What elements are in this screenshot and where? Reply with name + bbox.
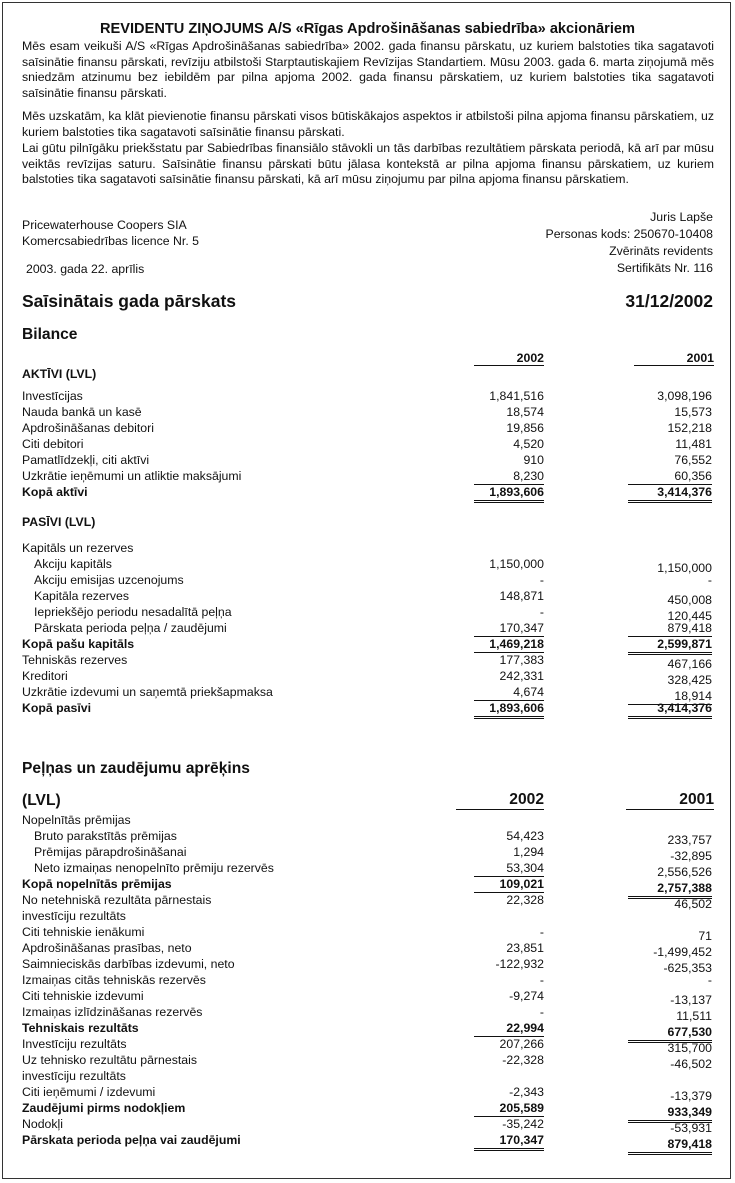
liabilities-heading: PASĪVI (LVL) [22, 515, 96, 529]
value-2002: 205,589 [474, 1100, 544, 1117]
value-2001: 879,418 [628, 1136, 712, 1155]
value-2002: 207,266 [499, 1037, 544, 1051]
table-row [22, 684, 714, 703]
value-2001: 11,481 [675, 437, 712, 451]
report-title: REVIDENTU ZIŅOJUMS A/S «Rīgas Apdrošināšanas sabiedrība» akcionāriem [100, 21, 635, 37]
table-row [22, 1052, 714, 1071]
value-2002: - [539, 573, 544, 587]
value-2001: 315,700 [667, 1041, 712, 1055]
table-row [22, 636, 714, 652]
value-2002: -122,932 [495, 957, 544, 971]
value-2001: 71 [698, 929, 712, 943]
table-row [22, 1116, 714, 1135]
report-period-date: 31/12/2002 [625, 291, 713, 311]
table-row [22, 436, 714, 452]
row-label: Izmaiņas izlīdzināšanas rezervēs [22, 1005, 203, 1019]
value-2002: -9,274 [509, 989, 544, 1003]
row-label: Citi ieņēmumi / izdevumi [22, 1085, 156, 1099]
value-2001: -53,931 [670, 1121, 712, 1135]
income-rows [22, 812, 714, 1151]
row-label: Nopelnītās prēmijas [22, 813, 131, 827]
value-2001: 879,418 [628, 620, 712, 637]
value-2001: - [707, 573, 712, 587]
value-2001: 152,218 [667, 421, 712, 435]
table-row [22, 972, 714, 988]
value-2001: 933,349 [628, 1104, 712, 1123]
table-row [22, 1036, 714, 1055]
row-label: Pārskata perioda peļņa / zaudējumi [34, 621, 227, 635]
table-row [22, 1020, 714, 1039]
row-label: Kopā aktīvi [22, 485, 88, 499]
table-row [22, 468, 714, 484]
income-column-headers [22, 790, 714, 810]
row-label: Akciju kapitāls [34, 557, 112, 571]
value-2001: 15,573 [674, 405, 712, 419]
row-label: Prēmijas pārapdrošināšanai [34, 845, 187, 859]
liabilities-rows [22, 540, 714, 716]
row-label: Neto izmaiņas nenopelnīto prēmiju rezervēs [34, 861, 274, 875]
table-row [22, 876, 714, 895]
row-label: Uzkrātie izdevumi un saņemtā priekšapmaksa [22, 685, 273, 699]
table-row [22, 420, 714, 436]
auditor-certificate: Sertifikāts Nr. 116 [616, 261, 713, 275]
value-2001: 233,757 [667, 833, 712, 847]
value-2001: 18,914 [628, 688, 712, 705]
row-label: Izmaiņas citās tehniskās rezervēs [22, 973, 206, 987]
auditor-personal-code: Personas kods: 250670-10408 [545, 227, 713, 241]
value-2002: 1,469,218 [474, 636, 544, 653]
value-2002: 1,893,606 [474, 700, 544, 719]
row-label: Uz tehnisko rezultātu pārnestais [22, 1053, 197, 1067]
row-label: Zaudējumi pirms nodokļiem [22, 1101, 186, 1115]
assets-rows [22, 388, 714, 500]
table-row [22, 1004, 714, 1023]
table-row [22, 700, 714, 716]
table-row [22, 652, 714, 671]
value-2001: 328,425 [667, 673, 712, 687]
value-2001: 120,445 [667, 609, 712, 623]
table-row [22, 988, 714, 1007]
value-2001: 2,556,526 [657, 865, 712, 879]
value-2002: 170,347 [474, 1132, 544, 1151]
audit-paragraph-1: Mēs esam veikuši A/S «Rīgas Apdrošināšanas sabiedrība» 2002. gada finansu pārskatu, uz kuriem balstoties tika sagatavoti saīsinātie finansu pārskati, revīziju atbilstoši Starptautiskajiem Revīzijas Standartiem. Mūsu 2003. gada 6. marta ziņojumā mēs sniedzām atzinumu bez iebildēm par pilna apjoma 2002. gada finansu pārskatiem, uz kuriem balstoties tika sagatavoti saīsinātie finansu pārskati. [22, 39, 714, 100]
report-date: 2003. gada 22. aprīlis [26, 262, 145, 276]
table-row [22, 844, 714, 863]
value-2002: 109,021 [474, 876, 544, 893]
value-2002: - [539, 605, 544, 619]
value-2002: 1,893,606 [474, 484, 544, 503]
value-2002: 910 [523, 453, 544, 467]
balance-col-2001: 2001 [634, 351, 714, 366]
value-2001: 46,502 [674, 897, 712, 911]
row-label: Kapitāls un rezerves [22, 541, 134, 555]
row-label: Citi tehniskie ienākumi [22, 925, 145, 939]
value-2002: 22,328 [506, 893, 544, 907]
table-row [22, 940, 714, 959]
value-2001: - [707, 973, 712, 987]
value-2002: -22,328 [502, 1053, 544, 1067]
auditor-title: Zvērināts revidents [609, 244, 713, 258]
audit-paragraph-2: Mēs uzskatām, ka klāt pievienotie finansu pārskati visos būtiskākajos aspektos ir atbilstoši pilna apjoma finansu pārskatiem, uz kuriem balstoties tika sagatavoti saīsinātie finansu pārskati. [22, 109, 714, 139]
row-label: Kapitāla rezerves [34, 589, 130, 603]
table-row [22, 452, 714, 468]
value-2002: - [539, 973, 544, 987]
table-row [22, 388, 714, 404]
value-2002: -2,343 [509, 1085, 544, 1099]
row-label: Pārskata perioda peļņa vai zaudējumi [22, 1133, 241, 1147]
row-label: Tehniskais rezultāts [22, 1021, 139, 1035]
row-label: investīciju rezultāts [22, 909, 126, 923]
value-2001: 76,552 [674, 453, 712, 467]
firm-licence: Komercsabiedrības licence Nr. 5 [22, 234, 200, 248]
table-row [22, 924, 714, 943]
row-label: Uzkrātie ieņēmumi un atliktie maksājumi [22, 469, 242, 483]
value-2001: 11,511 [676, 1009, 712, 1023]
value-2001: -625,353 [663, 961, 712, 975]
row-label: Citi tehniskie izdevumi [22, 989, 144, 1003]
value-2002: 4,674 [474, 684, 544, 701]
table-row [22, 1084, 714, 1103]
value-2001: -1,499,452 [653, 945, 712, 959]
income-col-2001: 2001 [626, 791, 714, 810]
value-2001: 3,098,196 [657, 389, 712, 403]
income-table [22, 790, 714, 1151]
row-label: Kreditori [22, 669, 68, 683]
value-2001: -13,379 [670, 1089, 712, 1103]
value-2002: 8,230 [474, 468, 544, 485]
value-2002: - [539, 1005, 544, 1019]
balance-col-2002: 2002 [474, 351, 544, 366]
table-row [22, 668, 714, 687]
value-2002: 22,994 [474, 1020, 544, 1037]
value-2002: 18,574 [506, 405, 544, 419]
balance-column-headers [22, 350, 714, 366]
table-row [22, 1068, 714, 1084]
row-label: Apdrošināšanas debitori [22, 421, 154, 435]
value-2001: 1,150,000 [657, 561, 712, 575]
table-row [22, 404, 714, 420]
table-row [22, 828, 714, 847]
value-2002: 1,294 [513, 845, 544, 859]
value-2002: 177,383 [499, 653, 544, 667]
value-2002: 148,871 [499, 589, 544, 603]
value-2002: 19,856 [506, 421, 544, 435]
value-2002: 4,520 [513, 437, 544, 451]
value-2002: -35,242 [502, 1117, 544, 1131]
table-row [22, 956, 714, 975]
value-2001: 450,008 [667, 593, 712, 607]
row-label: Bruto parakstītās prēmijas [34, 829, 177, 843]
value-2002: 242,331 [499, 669, 544, 683]
row-label: Investīcijas [22, 389, 83, 403]
table-row [22, 484, 714, 500]
value-2002: 23,851 [506, 941, 544, 955]
row-label: Kopā pašu kapitāls [22, 637, 135, 651]
report-heading: Saīsinātais gada pārskats [22, 291, 236, 311]
value-2002: - [539, 925, 544, 939]
row-label: investīciju rezultāts [22, 1069, 126, 1083]
value-2002: 1,150,000 [489, 557, 544, 571]
auditor-name: Juris Lapše [650, 210, 713, 224]
table-row [22, 908, 714, 924]
value-2002: 1,841,516 [489, 389, 544, 403]
balance-heading: Bilance [22, 326, 78, 343]
row-label: Iepriekšējo periodu nesadalītā peļņa [34, 605, 232, 619]
table-row [22, 620, 714, 636]
row-label: Tehniskās rezerves [22, 653, 128, 667]
balance-table [22, 350, 714, 716]
table-row [22, 572, 714, 588]
row-label: No netehniskā rezultāta pārnestais [22, 893, 212, 907]
table-row [22, 540, 714, 556]
row-label: Saimnieciskās darbības izdevumi, neto [22, 957, 235, 971]
firm-name: Pricewaterhouse Coopers SIA [22, 218, 187, 232]
table-row [22, 588, 714, 607]
table-row [22, 1132, 714, 1151]
value-2001: 467,166 [667, 657, 712, 671]
row-label: Investīciju rezultāts [22, 1037, 127, 1051]
row-label: Kopā pasīvi [22, 701, 92, 715]
value-2002: 54,423 [506, 829, 544, 843]
row-label: Kopā nopelnītās prēmijas [22, 877, 172, 891]
table-row [22, 1100, 714, 1119]
value-2001: 2,757,388 [628, 880, 712, 899]
table-row [22, 892, 714, 911]
row-label: Akciju emisijas uzcenojums [34, 573, 184, 587]
table-row [22, 812, 714, 828]
row-label: Nodokļi [22, 1117, 64, 1131]
audit-paragraph-3: Lai gūtu pilnīgāku priekšstatu par Sabiedrības finansiālo stāvokli un tās darbības rezultātiem pārskata periodā, kā arī par mūsu veiktās revīzijas saturu. Saīsinātie finansu pārskati būtu jālasa kontekstā ar pilna apjoma finansu pārskatiem, uz kuriem balstoties tika sagatavoti saīsinātie finansu pārskati, kā arī mūsu ziņojumu par pilna apjoma finansu pārskatiem. [22, 141, 714, 187]
value-2002: 53,304 [474, 860, 544, 877]
row-label: Pamatlīdzekļi, citi aktīvi [22, 453, 150, 467]
row-label: Nauda bankā un kasē [22, 405, 142, 419]
value-2001: 60,356 [628, 468, 712, 485]
value-2001: -32,895 [670, 849, 712, 863]
value-2001: -13,137 [670, 993, 712, 1007]
row-label: Apdrošināšanas prasības, neto [22, 941, 192, 955]
value-2001: 3,414,376 [628, 700, 712, 719]
value-2001: 3,414,376 [628, 484, 712, 503]
income-col-2002: 2002 [456, 791, 544, 810]
table-row [22, 556, 714, 575]
table-row [22, 860, 714, 879]
value-2001: 2,599,871 [628, 636, 712, 655]
income-heading: Peļņas un zaudējumu aprēķins [22, 760, 250, 777]
assets-heading: AKTĪVI (LVL) [22, 367, 97, 381]
value-2001: 677,530 [628, 1024, 712, 1043]
value-2001: -46,502 [670, 1057, 712, 1071]
row-label: Citi debitori [22, 437, 84, 451]
value-2002: 170,347 [474, 620, 544, 637]
table-row [22, 604, 714, 623]
income-unit: (LVL) [22, 792, 61, 809]
